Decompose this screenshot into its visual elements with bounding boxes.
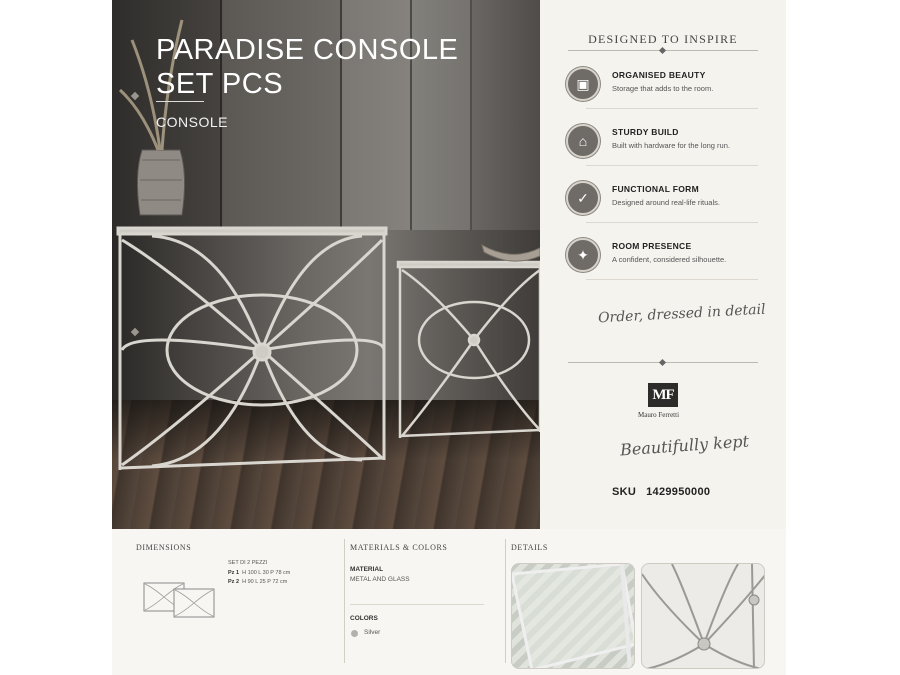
tagline: Order, dressed in detail [597, 301, 766, 327]
feature-desc: A confident, considered silhouette. [612, 255, 727, 264]
panel-heading: DESIGNED TO INSPIRE [588, 32, 738, 46]
materials-heading: MATERIALS & COLORS [350, 543, 448, 552]
colors-label: COLORS [350, 615, 378, 622]
product-category: CONSOLE [156, 114, 228, 130]
divider [350, 604, 484, 605]
feature-title: ORGANISED BEAUTY [612, 70, 706, 80]
divider [344, 539, 345, 663]
silver-swatch [351, 630, 358, 637]
detail-metal-frame [641, 563, 765, 669]
piece-label: Pz 2 [228, 579, 240, 585]
feature-title: STURDY BUILD [612, 127, 679, 137]
diamond-icon [659, 47, 666, 54]
piece-dims: H 90 L 25 P 72 cm [242, 579, 288, 585]
feature-sturdy-build [566, 124, 762, 164]
small-console [398, 262, 540, 438]
material-label: MATERIAL [350, 566, 384, 573]
title-rule [156, 101, 204, 102]
dimensions-thumbnail [142, 579, 218, 621]
brand-motto: Beautifully kept [619, 431, 750, 460]
sku [612, 486, 710, 498]
sparkle-icon: ✦ [566, 238, 600, 272]
box-icon: ▣ [566, 67, 600, 101]
divider [586, 165, 758, 166]
feature-desc: Storage that adds to the room. [612, 84, 714, 93]
divider [586, 222, 758, 223]
large-console [118, 228, 386, 470]
piece-1 [228, 570, 290, 576]
feature-organised-beauty [566, 67, 762, 107]
features-panel [540, 0, 786, 529]
product-title: PARADISE CONSOLE SET PCS [156, 34, 459, 100]
piece-dims: H 100 L 30 P 78 cm [242, 570, 291, 576]
material-value: METAL AND GLASS [350, 576, 410, 583]
feature-desc: Built with hardware for the long run. [612, 141, 730, 150]
detail-glass-top [511, 563, 635, 669]
color-value: Silver [364, 629, 381, 636]
divider [586, 279, 758, 280]
dimensions-heading: DIMENSIONS [136, 543, 192, 552]
brand-name: Mauro Ferretti [638, 411, 680, 419]
specs-strip [112, 529, 786, 675]
set-label: SET DI 2 PEZZI [228, 560, 268, 566]
diamond-icon [659, 359, 666, 366]
shield-check-icon: ✓ [566, 181, 600, 215]
feature-desc: Designed around real-life rituals. [612, 198, 720, 207]
feature-room-presence [566, 238, 762, 278]
brand-logo: MF [648, 383, 678, 407]
divider [586, 108, 758, 109]
feature-title: ROOM PRESENCE [612, 241, 692, 251]
hero-image [112, 0, 540, 529]
feature-functional-form [566, 181, 762, 221]
bowl-decor [482, 245, 540, 261]
piece-label: Pz 1 [228, 570, 240, 576]
sku-label: SKU [612, 486, 637, 498]
house-icon: ⌂ [566, 124, 600, 158]
divider [505, 539, 506, 663]
feature-title: FUNCTIONAL FORM [612, 184, 699, 194]
details-heading: DETAILS [511, 543, 548, 552]
piece-2 [228, 579, 287, 585]
sku-value: 1429950000 [646, 486, 711, 498]
